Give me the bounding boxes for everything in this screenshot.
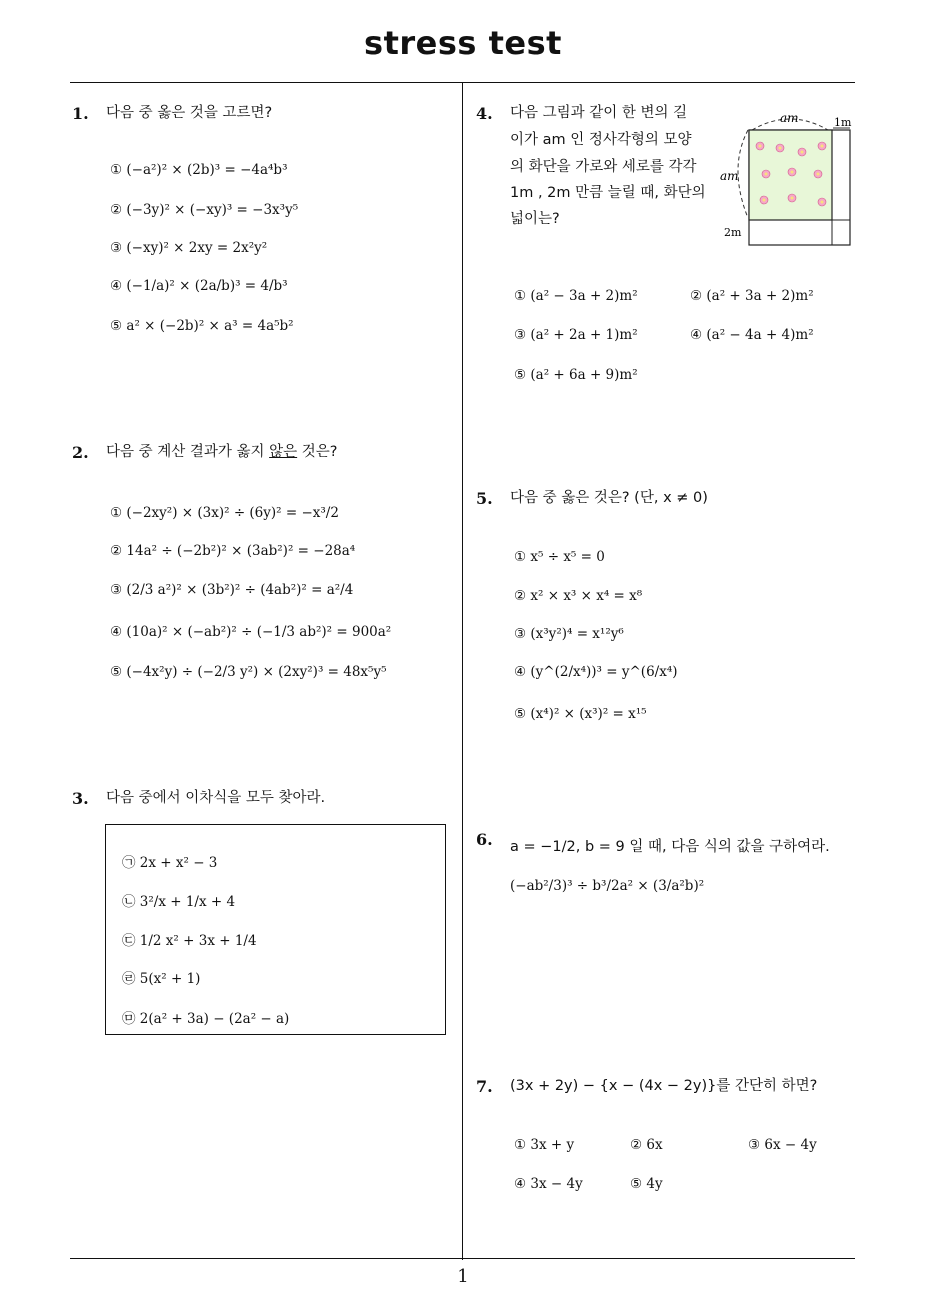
answer-option: ⑤ 4y	[630, 1176, 663, 1192]
expression-item: ㉠ 2x + x² − 3	[122, 855, 218, 871]
question-text-line: 넓이는?	[510, 211, 560, 227]
answer-option: ② (a² + 3a + 2)m²	[690, 288, 814, 304]
column-divider	[462, 83, 463, 1260]
expression-item: ㉡ 3²/x + 1/x + 4	[122, 894, 236, 910]
underlined-word: 않은	[269, 444, 298, 460]
answer-option: ③ 6x − 4y	[748, 1137, 817, 1153]
question-number: 2.	[72, 443, 89, 462]
question-text: 다음 중에서 이차식을 모두 찾아라.	[106, 790, 326, 806]
answer-option: ④ (y^(2/x⁴))³ = y^(6/x⁴)	[514, 664, 678, 680]
answer-option: ④ (a² − 4a + 4)m²	[690, 327, 814, 343]
expression-item: ㉣ 5(x² + 1)	[122, 971, 201, 987]
question-text: a = −1/2, b = 9 일 때, 다음 식의 값을 구하여라.	[510, 839, 830, 855]
answer-option: ③ (−xy)² × 2xy = 2x²y²	[110, 240, 268, 256]
answer-option: ⑤ (x⁴)² × (x³)² = x¹⁵	[514, 706, 647, 722]
question-number: 5.	[476, 489, 493, 508]
answer-option: ⑤ a² × (−2b)² × a³ = 4a⁵b²	[110, 318, 294, 334]
answer-option: ④ 3x − 4y	[514, 1176, 583, 1192]
question-text: 다음 중 계산 결과가 옳지 않은 것은?	[106, 444, 338, 460]
label-top-right: 1m	[834, 116, 852, 129]
expression-item: ㉤ 2(a² + 3a) − (2a² − a)	[122, 1011, 290, 1027]
answer-option: ② 14a² ÷ (−2b²)² × (3ab²)² = −28a⁴	[110, 543, 356, 559]
question-number: 7.	[476, 1077, 493, 1096]
question-number: 3.	[72, 789, 89, 808]
answer-option: ① x⁵ ÷ x⁵ = 0	[514, 549, 605, 565]
question-text: 다음 중 옳은 것을 고르면?	[106, 105, 273, 121]
garden-figure	[720, 108, 860, 253]
expression: (−ab²/3)³ ÷ b³/2a² × (3/a²b)²	[510, 878, 705, 894]
label-top: am	[780, 111, 799, 125]
answer-option: ③ (x³y²)⁴ = x¹²y⁶	[514, 626, 624, 642]
answer-option: ⑤ (a² + 6a + 9)m²	[514, 367, 638, 383]
left-dimension-arc	[738, 130, 748, 218]
page-number: 1	[457, 1266, 469, 1287]
label-bottom-left: 2m	[724, 226, 742, 239]
answer-option: ④ (−1/a)² × (2a/b)³ = 4/b³	[110, 278, 288, 294]
answer-option: ② x² × x³ × x⁴ = x⁸	[514, 588, 643, 604]
question-number: 4.	[476, 104, 493, 123]
question-number: 6.	[476, 830, 493, 849]
answer-option: ③ (a² + 2a + 1)m²	[514, 327, 638, 343]
question-number: 1.	[72, 104, 89, 123]
question-text: (3x + 2y) − {x − (4x − 2y)}를 간단히 하면?	[510, 1078, 818, 1094]
answer-option: ② 6x	[630, 1137, 663, 1153]
question-text-line: 의 화단을 가로와 세로를 각각	[510, 159, 697, 175]
answer-option: ④ (10a)² × (−ab²)² ÷ (−1/3 ab²)² = 900a²	[110, 624, 392, 640]
question-text-line: 이가 am 인 정사각형의 모양	[510, 132, 692, 148]
question-text-line: 1m , 2m 만큼 늘릴 때, 화단의	[510, 185, 706, 201]
question-text: 다음 중 옳은 것은? (단, x ≠ 0)	[510, 490, 708, 506]
answer-option: ① (−a²)² × (2b)³ = −4a⁴b³	[110, 162, 288, 178]
answer-option: ② (−3y)² × (−xy)³ = −3x³y⁵	[110, 202, 299, 218]
expression-item: ㉢ 1/2 x² + 3x + 1/4	[122, 933, 257, 949]
answer-option: ① 3x + y	[514, 1137, 575, 1153]
answer-option: ① (a² − 3a + 2)m²	[514, 288, 638, 304]
answer-option: ⑤ (−4x²y) ÷ (−2/3 y²) × (2xy²)³ = 48x⁵y⁵	[110, 664, 387, 680]
question-text-line: 다음 그림과 같이 한 변의 길	[510, 105, 688, 121]
document-title: stress test	[364, 24, 562, 62]
answer-option: ① (−2xy²) × (3x)² ÷ (6y)² = −x³/2	[110, 505, 339, 521]
label-left: am	[720, 169, 739, 183]
answer-option: ③ (2/3 a²)² × (3b²)² ÷ (4ab²)² = a²/4	[110, 582, 354, 598]
